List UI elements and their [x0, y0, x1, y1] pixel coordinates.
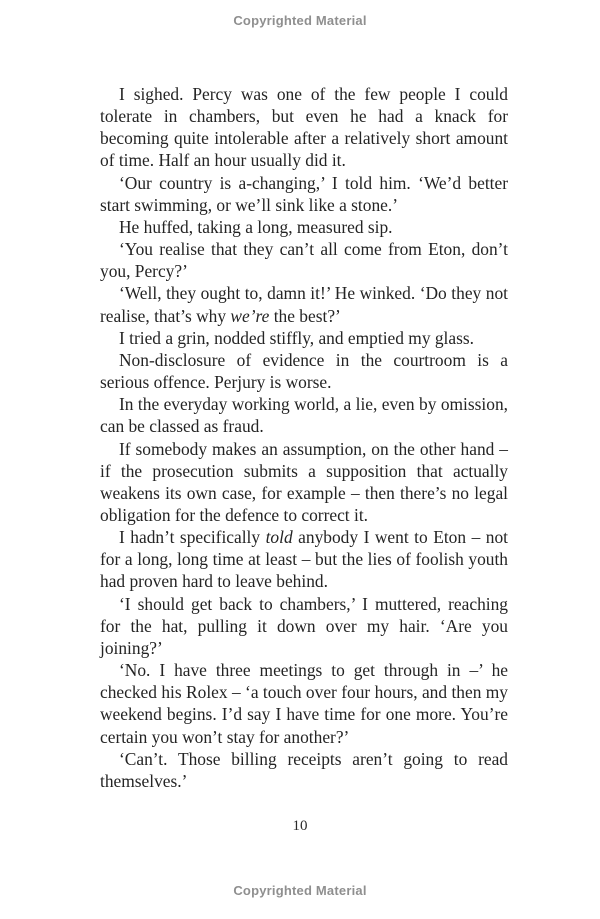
paragraph: ‘Well, they ought to, damn it!’ He winked. ‘Do they not realise, that’s why we’re the best?’ [100, 283, 508, 326]
text-block [100, 83, 508, 792]
paragraph: Non-disclosure of evidence in the courtroom is a serious offence. Perjury is worse. [100, 349, 508, 393]
paragraph: If somebody makes an assumption, on the other hand – if the prosecution submits a supposition that actually weakens its own case, for example – then there’s no legal obligation for the defence to correct it. [100, 438, 508, 525]
paragraph: I hadn’t specifically told anybody I went to Eton – not for a long, long time at least – but the lies of foolish youth had proven hard to leave behind. [100, 527, 508, 592]
paragraph: I sighed. Percy was one of the few people I could tolerate in chambers, but even he had a knack for becoming quite intolerable after a relatively short amount of time. Half an hour usually did it. [100, 84, 508, 171]
copyright-notice-bottom: Copyrighted Material [233, 883, 367, 898]
paragraph: ‘Our country is a-changing,’ I told him. ‘We’d better start swimming, or we’ll sink like a stone.’ [100, 172, 508, 215]
paragraph: ‘I should get back to chambers,’ I muttered, reaching for the hat, pulling it down over my hair. ‘Are you joining?’ [100, 593, 508, 658]
paragraph: ‘Can’t. Those billing receipts aren’t going to read themselves.’ [100, 748, 508, 791]
paragraph: He huffed, taking a long, measured sip. [119, 216, 393, 237]
paragraph: ‘No. I have three meetings to get through in –’ he checked his Rolex – ‘a touch over four hours, and then my weekend begins. I’d say I have time for one more. You’re certain you won’t stay for another?’ [100, 660, 508, 747]
paragraph: I tried a grin, nodded stiffly, and emptied my glass. [119, 327, 474, 348]
paragraph: In the everyday working world, a lie, even by omission, can be classed as fraud. [100, 394, 508, 437]
copyright-notice-top: Copyrighted Material [233, 13, 367, 28]
paragraph: ‘You realise that they can’t all come from Eton, don’t you, Percy?’ [100, 239, 508, 282]
page-number: 10 [292, 818, 308, 834]
